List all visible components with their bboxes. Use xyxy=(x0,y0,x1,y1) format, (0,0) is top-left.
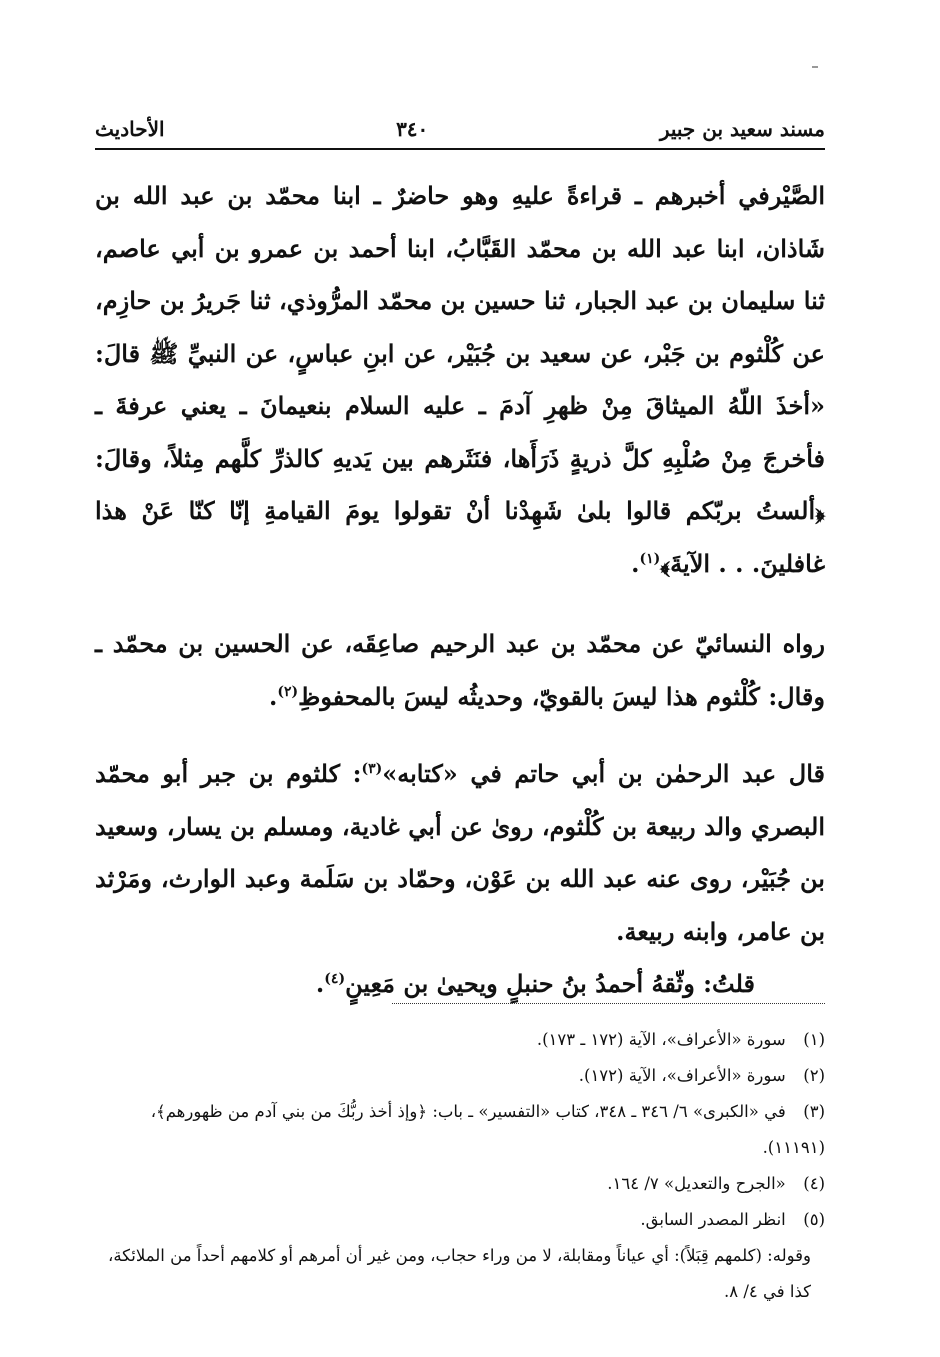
footnote-separator xyxy=(392,1003,825,1004)
header-rule xyxy=(95,148,825,150)
paragraph-nasai: رواه النسائيّ عن محمّد بن عبد الرحيم صاعِقَه، عن الحسين بن محمّد ـ وقال: كُلْثوم هذا ليسَ بالقويّ، وحديثُه ليسَ بالمحفوظِ$^{(٢)}$. xyxy=(95,629,825,711)
ibn-abi-hatim-intro: قال عبد الرحمٰن بن أبي حاتم في «كتابه» xyxy=(382,759,825,788)
footnote-ref-4: (٤) xyxy=(324,971,346,987)
footnote-number: (٢) xyxy=(803,1066,825,1085)
footnote-5-note: وقوله: (كلمهم قِبَلاً): أي عياناً ومقابلة، لا من وراء حجاب، ومن غير أن أمرهم أو كلامهم أحداً من الملائكة، كذا في ٤/ ٨. xyxy=(108,1246,811,1301)
main-text xyxy=(95,170,825,1011)
footnote-2 xyxy=(95,1058,825,1094)
footnote-text: سورة «الأعراف»، الآية (١٧٢ ـ ١٧٣). xyxy=(536,1030,786,1049)
ibn-abi-hatim-text: : كلثوم بن جبر أبو محمّد البصري والد ربيعة بن كُلْثوم، روىٰ عن أبي غادية، ومسلم بن يسار، وسعيد بن جُبَيْر، روى عنه عبد الله بن عَوْن، وحمّاد بن سَلَمة وعبد الوارث، ومَرْثد بن عامر، وابنه ربيعة. xyxy=(95,759,825,946)
paragraph-ibn-abi-hatim xyxy=(95,748,825,958)
author-note-text: قلتُ: وثّقهُ أحمدُ بنُ حنبلٍ ويحيىٰ بن مَعِينٍ xyxy=(345,969,755,998)
footnote-number: (٥) xyxy=(803,1210,825,1229)
section-title: الأحاديث xyxy=(95,117,165,141)
footnote-4 xyxy=(95,1166,825,1202)
footnote-1 xyxy=(95,1022,825,1058)
footnote-text: سورة «الأعراف»، الآية (١٧٢). xyxy=(578,1066,786,1085)
footnote-5 xyxy=(95,1202,825,1238)
scan-speck xyxy=(812,66,818,68)
footnotes xyxy=(95,1022,825,1310)
footnote-ref-3: (٣) xyxy=(361,761,383,777)
paragraph-hadith: الصَّيْرفي أخبرهم ـ قراءةً عليهِ وهو حاضرٌ ـ ابنا محمّد بن عبد الله بن شَاذان، ابنا عبد الله بن محمّد القَبَّابُ، ابنا أحمد بن عمرو بن أبي عاصم، ثنا سليمان بن عبد الجبار، ثنا حسين بن محمّد المرُّوذي، ثنا جَريرُ بن حازِم، عن كُلْثوم بن جَبْر، عن سعيد بن جُبَيْر، عن ابنِ عباسٍ، عن النبيِّ ﷺ قالَ: «أخذَ اللّهُ الميثاقَ مِنْ ظهرِ آدمَ ـ عليه السلام بنعيمانَ ـ يعني عرفةَ ـ فأخرجَ مِنْ صُلْبِهِ كلَّ ذريةٍ ذَرَأَها، فنَثَرهم بين يَديهِ كالذرِّ كلَّهم مِثلاً، وقالَ: ﴿ألستُ بربّكم قالوا بلىٰ شَهِدْنا أنْ تقولوا يومَ القيامةِ إنّا كنّا عَنْ هذا غافلينَ. . . الآيةَ﴾$^{(١)}$. xyxy=(95,181,826,578)
footnote-text: انظر المصدر السابق. xyxy=(640,1210,786,1229)
hadith-text: الصَّيْرفي أخبرهم ـ قراءةً عليهِ وهو حاضرٌ ـ ابنا محمّد بن عبد الله بن شَاذان، ابنا عبد الله بن محمّد القَبَّابُ، ابنا أحمد بن عمرو بن أبي عاصم، ثنا سليمان بن عبد الجبار، ثنا حسين بن محمّد المرُّوذي، ثنا جَريرُ بن حازِم، عن كُلْثوم بن جَبْر، عن سعيد بن جُبَيْر، عن ابنِ عباسٍ، عن النبيِّ ﷺ قالَ: «أخذَ اللّهُ الميثاقَ مِنْ ظهرِ آدمَ ـ عليه السلام بنعيمانَ ـ يعني عرفةَ ـ فأخرجَ مِنْ صُلْبِهِ كلَّ ذريةٍ ذَرَأَها، فنَثَرهم بين يَديهِ كالذرِّ كلَّهم مِثلاً، وقالَ: ﴿ألستُ بربّكم قالوا بلىٰ شَهِدْنا أنْ تقولوا يومَ القيامةِ إنّا كنّا عَنْ هذا غافلينَ. . . الآيةَ﴾ xyxy=(95,181,826,578)
footnote-text: في «الكبرى» ٦/ ٣٤٦ ـ ٣٤٨، كتاب «التفسير» ـ باب: ﴿وإذ أخذ ربُّكَ من بني آدم من ظهورهم﴾، (١١١٩١). xyxy=(150,1102,825,1157)
paragraph-author-note: قلتُ: وثّقهُ أحمدُ بنُ حنبلٍ ويحيىٰ بن مَعِينٍ$^{(٤)}$. xyxy=(315,969,755,998)
footnote-text: «الجرح والتعديل» ٧/ ١٦٤. xyxy=(607,1174,786,1193)
footnote-3 xyxy=(95,1094,825,1166)
footnote-ref-1: (١) xyxy=(639,550,661,567)
footnote-number: (٤) xyxy=(803,1174,825,1193)
book-title: مسند سعيد بن جبير xyxy=(659,117,825,141)
nasai-text: رواه النسائيّ عن محمّد بن عبد الرحيم صاعِقَه، عن الحسين بن محمّد ـ وقال: كُلْثوم هذا ليسَ بالقويّ، وحديثُه ليسَ بالمحفوظِ xyxy=(95,629,825,711)
running-header xyxy=(95,112,825,146)
footnote-number: (٣) xyxy=(803,1102,825,1121)
page-number: ٣٤٠ xyxy=(396,117,429,141)
footnote-number: (١) xyxy=(803,1030,825,1049)
footnote-ref-2: (٢) xyxy=(277,683,299,700)
